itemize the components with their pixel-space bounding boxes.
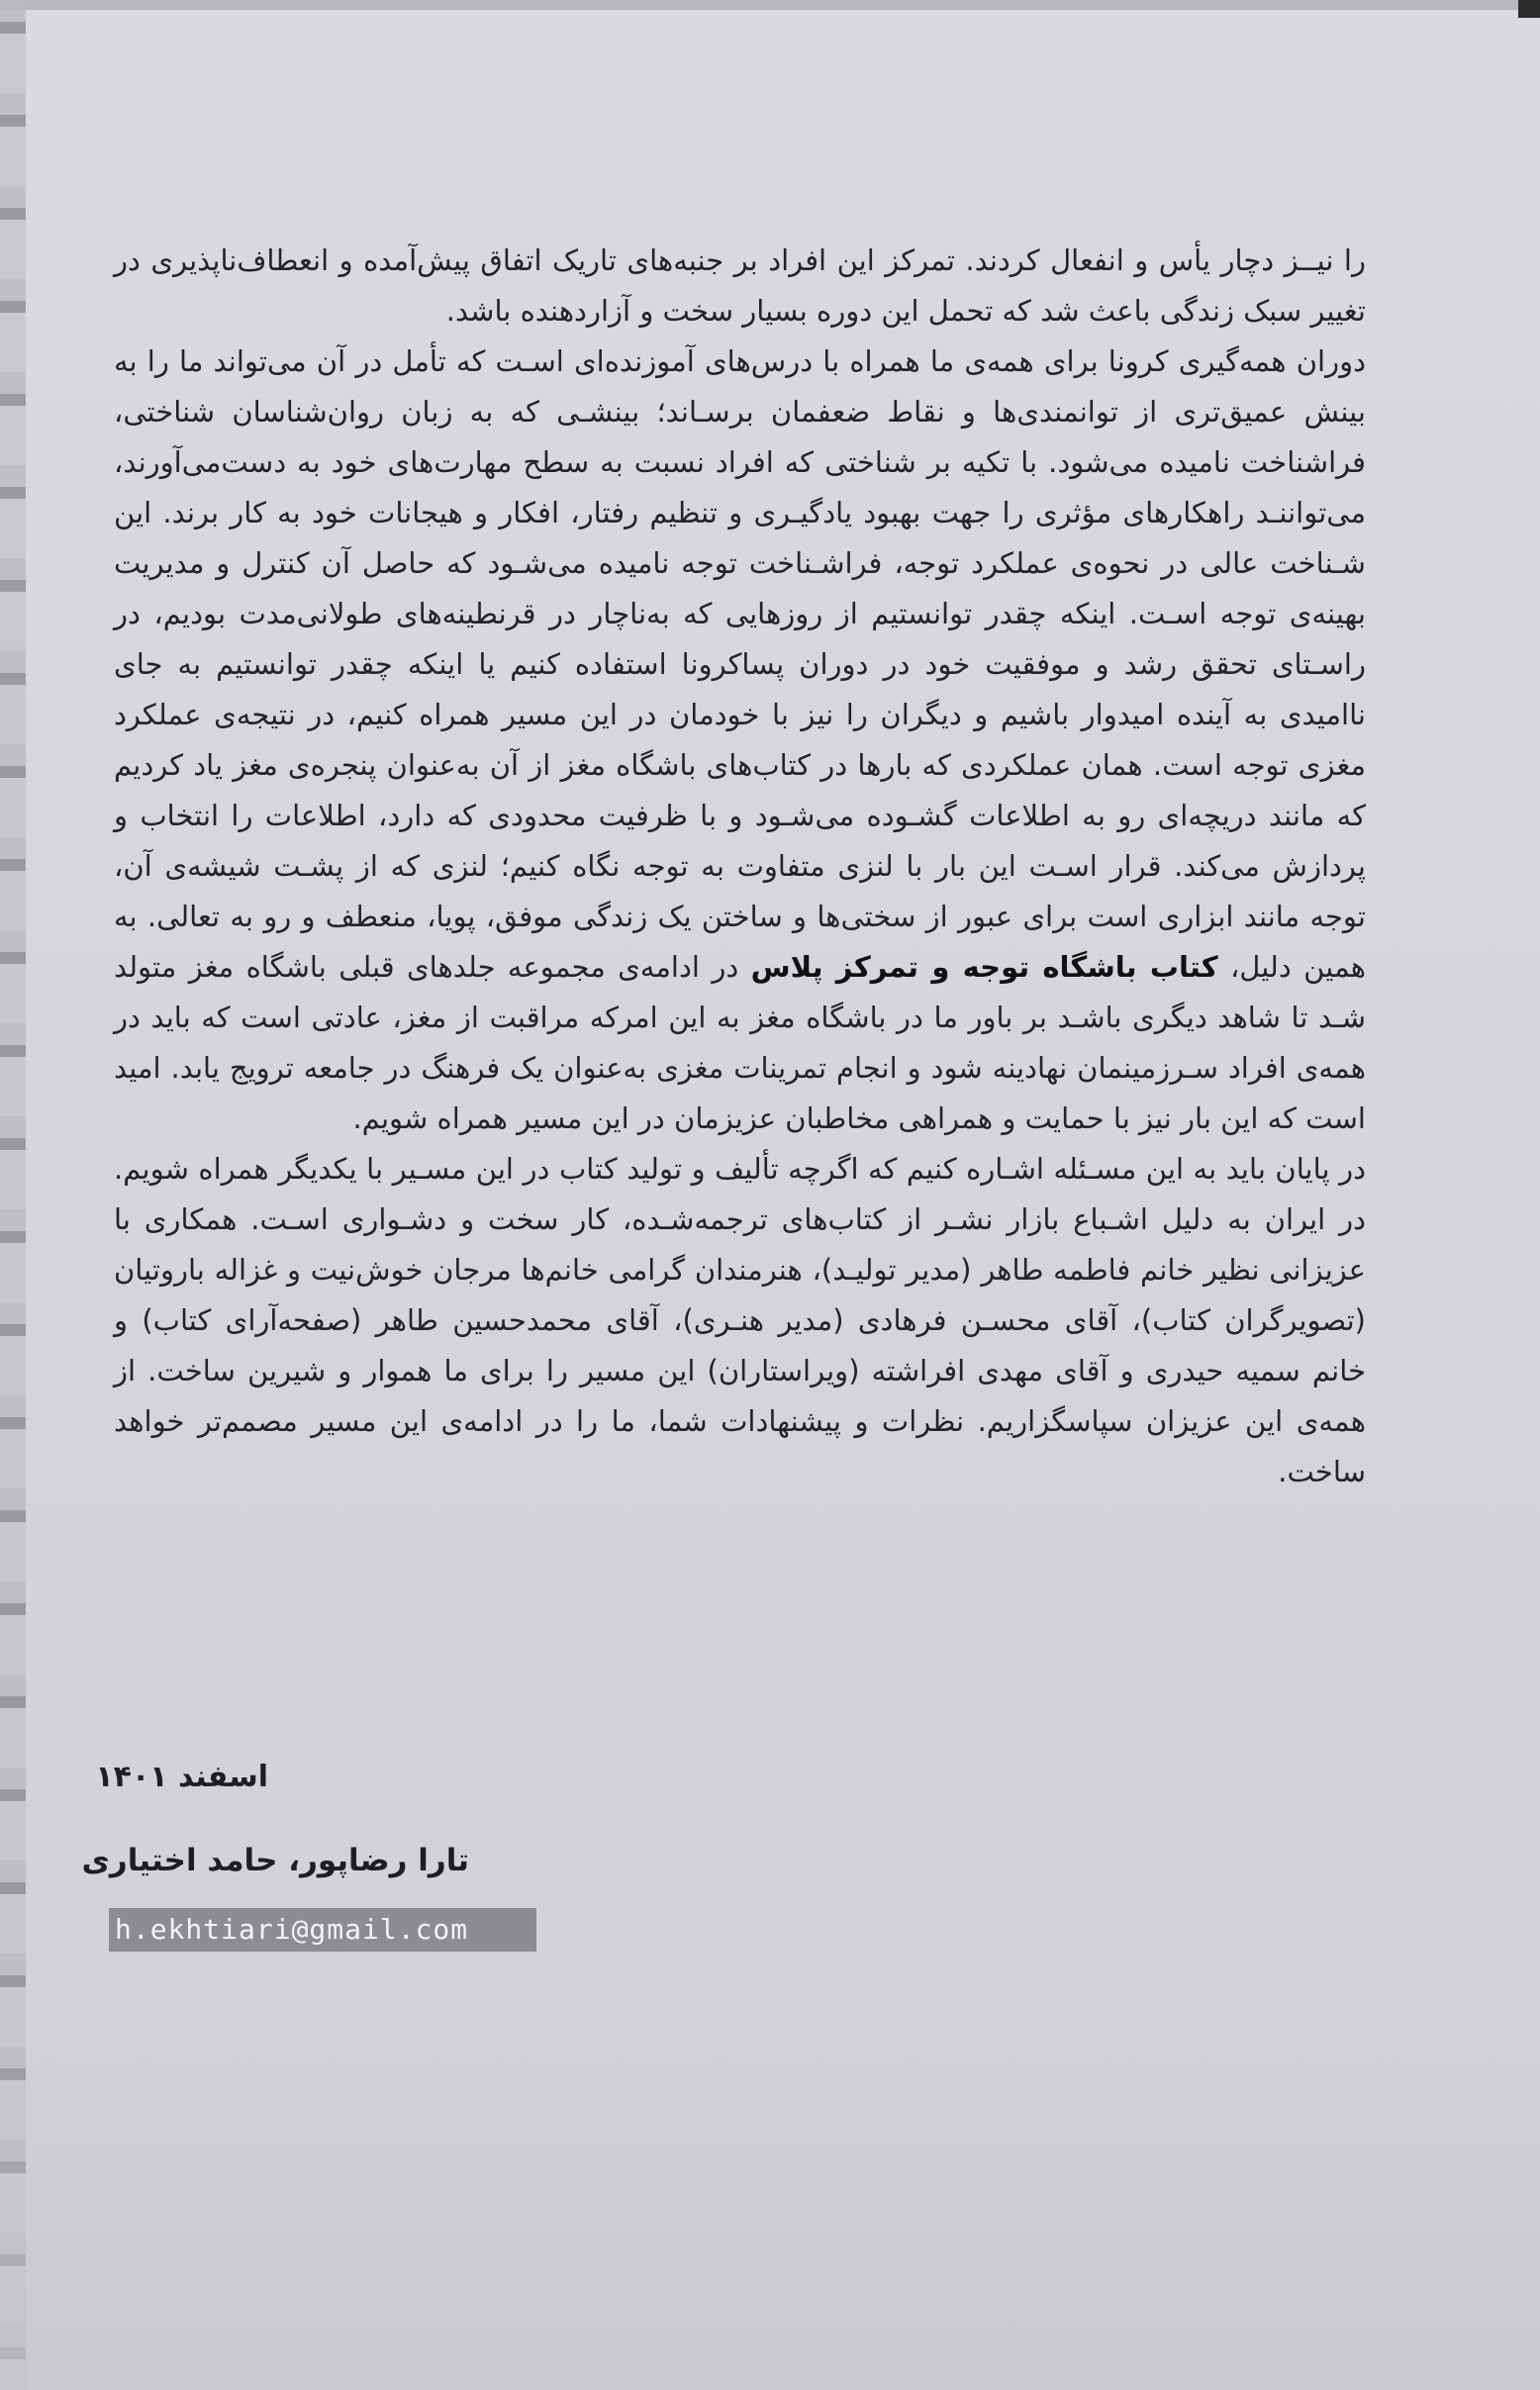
page-top-edge [0, 0, 1540, 10]
bottom-shadow [0, 2029, 1540, 2390]
paragraph-3: در پایان باید به این مسـئله اشـاره کنیم که اگرچه تألیف و تولید کتاب در این مسـیر با یکدیگر همراه شویم. در ایران به دلیل اشـباع بازار نشـر از کتاب‌های ترجمه‌شـده، کار سخت و دشـواری اسـت. همکاری با عزیزانی نظیر خانم فاطمه طاهر (مدیر تولیـد)، هنرمندان گرامی خانم‌ها مرجان خوش‌نیت و غزاله باروتیان (تصویرگران کتاب)، آقای محسـن فرهادی (مدیر هنـری)، آقای محمدحسین طاهر (صفحه‌آرای کتاب) و خانم سمیه حیدری و آقای مهدی افراشته (ویراستاران) این مسیر را برای ما هموار و شیرین ساخت. از همه‌ی این عزیزان سپاسگزاریم. نظرات و پیشنهادات شما، ما را در ادامه‌ی این مسیر مصمم‌تر خواهد ساخت. [114, 1152, 1366, 1488]
book-title-bold: کتاب باشگاه توجه و تمرکز پلاس [750, 950, 1218, 984]
author-email: h.ekhtiari@gmail.com [109, 1908, 536, 1952]
corner-mark [1518, 0, 1540, 18]
preface-text [114, 236, 1366, 1497]
paragraph-2-text: دوران همه‌گیری کرونا برای همه‌ی ما همراه با درس‌های آموزنده‌ای اسـت که تأمل در آن می‌تواند ما را به بینش عمیق‌تری از توانمندی‌ها و نقاط ضعفمان برسـاند؛ بینشـی که به زبان روان‌شناسان شناختی، فراشناخت نامیده می‌شود. با تکیه بر شناختی که افراد نسبت به سطح مهارت‌های خود به دست‌می‌آورند، می‌تواننـد راهکارهای مؤثری را جهت بهبود یادگیـری و تنظیم رفتار، افکار و هیجانات خود به کار برند. این شـناخت عالی در نحوه‌ی عملکرد توجه، فراشـناخت توجه نامیده می‌شـود که حاصل آن کنترل و مدیریت بهینه‌ی توجه اسـت. اینکه چقدر توانستیم از روزهایی که به‌ناچار در قرنطینه‌های طولانی‌مدت بودیم، در راسـتای تحقق رشد و موفقیت خود در دوران پساکرونا استفاده کنیم یا اینکه چقدر توانستیم به جای ناامیدی به آینده امیدوار باشیم و دیگران را نیز با خودمان در این مسیر همراه کنیم، در نتیجه‌ی عملکرد مغزی توجه است. همان عملکردی که بارها در کتاب‌های باشگاه مغز از آن به‌عنوان پنجره‌ی مغز یاد کردیم که مانند دریچه‌ای رو به اطلاعات گشـوده می‌شـود و با ظرفیت محدودی که دارد، اطلاعات را انتخاب و پردازش می‌کند. قرار اسـت این بار با لنزی متفاوت به توجه نگاه کنیم؛ لنزی که از پشـت شیشه‌ی آن، توجه مانند ابزاری است برای عبور از سختی‌ها و ساختن یک زندگی موفق، پویا، منعطف و رو به تعالی. به همین دلیل، [114, 344, 1367, 984]
signature-authors: تارا رضاپور، حامد اختیاری [81, 1843, 469, 1878]
paragraph-2 [114, 336, 1366, 1144]
paragraph-1: را نیــز دچار یأس و انفعال کردند. تمرکز این افراد بر جنبه‌های تاریک اتفاق پیش‌آمده و انعطاف‌ناپذیری در تغییر سبک زندگی باعث شد که تحمل این دوره بسیار سخت و آزاردهنده باشد. [114, 243, 1366, 328]
signature-date: اسفند ۱۴۰۱ [95, 1760, 268, 1794]
paragraph-2-continuation: در ادامه‌ی مجموعه جلدهای قبلی باشگاه مغز متولد شـد تا شاهد دیگری باشـد بر باور ما در باشگاه مغز به این امرکه مراقبت از مغز، عادتی است که باید در همه‌ی افراد سـرزمینمان نهادینه شود و انجام تمرینات مغزی به‌عنوان یک فرهنگ در جامعه ترویج یابد. امید است که این بار نیز با حمایت و همراهی مخاطبان عزیزمان در این مسیر همراه شویم. [114, 950, 1366, 1135]
